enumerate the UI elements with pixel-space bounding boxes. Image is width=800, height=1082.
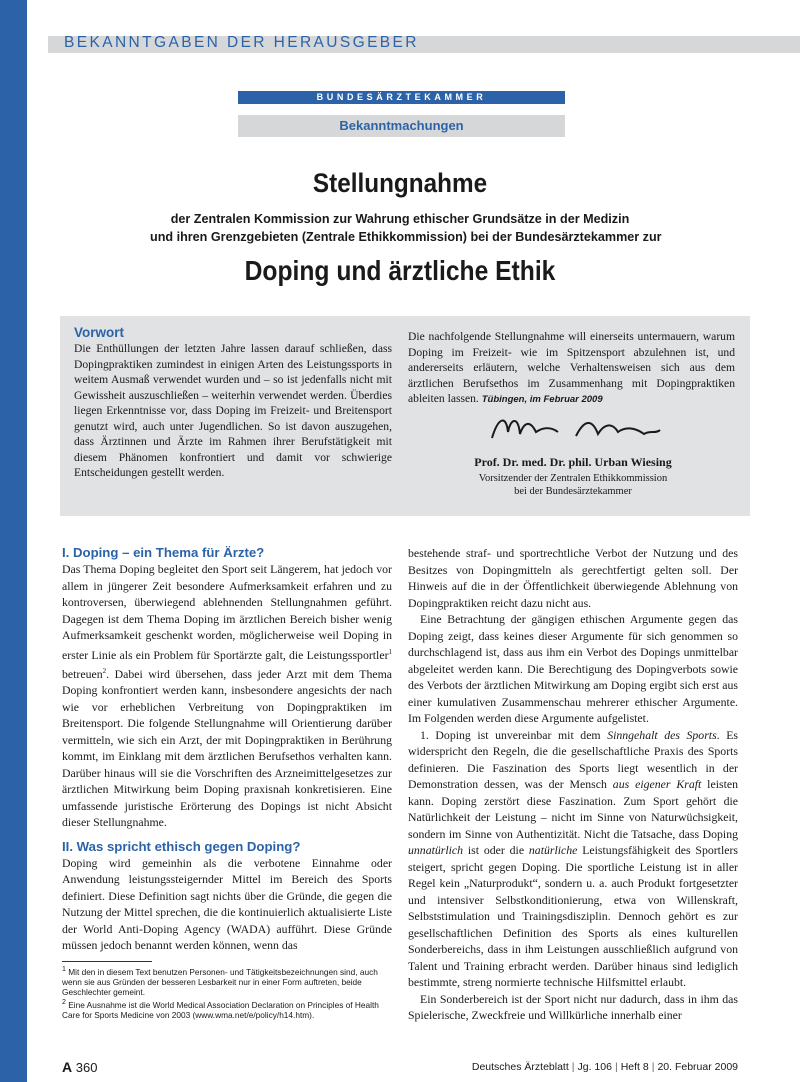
topic-title: Doping und ärztliche Ethik <box>244 255 556 286</box>
footnote-2 <box>62 998 392 1020</box>
publisher-label: BUNDESÄRZTEKAMMER <box>238 91 565 104</box>
vorwort-heading: Vorwort <box>74 325 124 340</box>
section-1-heading: I. Doping – ein Thema für Ärzte? <box>62 545 265 560</box>
footnote-1-num: 1 <box>62 966 66 973</box>
p3-a: 1. Doping ist unvereinbar mit dem <box>420 727 608 742</box>
footnote-ref-1: 1 <box>388 647 392 656</box>
p3-b: . Es widerspricht den Regeln, die die gesellschaftliche Praxis des Sports definieren. Die Faszination des Sports liegt wesentlich in der Demonstration dessen, was der Mensch <box>408 727 738 791</box>
footnotes <box>62 965 392 1021</box>
signer-role-line-2: bei der Bundesärztekammer <box>514 486 632 497</box>
footnote-ref-2: 2 <box>102 666 107 675</box>
footnote-divider <box>62 961 152 962</box>
left-color-bar <box>0 0 27 1082</box>
journal-name: Deutsches Ärzteblatt <box>471 1061 569 1073</box>
right-column <box>408 545 738 1024</box>
left-column <box>62 545 392 954</box>
page-title: Stellungnahme <box>312 168 488 198</box>
section-1-paragraph <box>62 561 392 831</box>
p3-em-1: Sinngehalt des Sports <box>607 727 717 742</box>
signature-image <box>488 408 668 450</box>
p3-em-4: natürliche <box>528 843 578 857</box>
section-2-heading: II. Was spricht ethisch gegen Doping? <box>62 838 301 854</box>
vorwort-left <box>74 325 392 481</box>
p3-d: ist oder die <box>463 843 529 857</box>
footnote-2-num: 2 <box>62 998 66 1006</box>
page-number-value: 360 <box>75 1060 98 1075</box>
subtitle-line-1: der Zentralen Kommission zur Wahrung ethischer Grundsätze in der Medizin <box>170 212 630 226</box>
s1-text-b: betreuen <box>62 666 103 681</box>
p3-em-2: aus eigener Kraft <box>612 777 702 791</box>
vorwort-right <box>408 329 735 408</box>
section-header: BEKANNTGABEN DER HERAUSGEBER <box>64 34 419 51</box>
signer-name: Prof. Dr. med. Dr. phil. Urban Wiesing <box>474 455 672 469</box>
journal-issue: Heft 8 <box>620 1061 649 1073</box>
vorwort-right-body: Die nachfolgende Stellungnahme will einerseits untermauern, warum Doping im Freizeit- wie im Spitzensport abzulehnen ist, und andererseits erläutern, welche Verhaltensweisen sich aus dem ärztlichen Berufsethos im Zusammenhang mit Dopingpraktiken ableiten lassen. <box>408 330 735 405</box>
signer-role <box>408 472 738 498</box>
signer-role-line-1: Vorsitzender der Zentralen Ethikkommission <box>478 473 668 484</box>
footnote-1-text: Mit den in diesem Text benutzen Personen- und Tätigkeitsbezeichnungen sind, auch wenn sie aus Gründen der besseren Lesbarkeit nur in einer Form auftreten, beide Geschlechter gemeint. <box>62 966 378 997</box>
place-date: Tübingen, im Februar 2009 <box>481 394 603 405</box>
vorwort-text: Die Enthüllungen der letzten Jahre lassen darauf schließen, dass Dopingpraktiken zumindest in einigen Arten des Leistungssports in weitem Ausmaß verwendet wurden und – so ist jedenfalls nicht mit Gewissheit auszuschließen – weiterhin verwendet werden. Überdies liegen Erkenntnisse vor, dass Doping im Freizeit- und Breitensport genutzt wird, auch unter Jugendlichen. So ist davon auszugehen, dass Ärztinnen und Ärzte im Rahmen ihrer Berufstätigkeit mit diesem Phänomen konfrontiert und damit vor schwierige Entscheidungen gestellt werden. <box>74 342 392 479</box>
p3-e: Leistungsfähigkeit des Sportlers steigert, spricht gegen Doping. Die sportliche Leistung ist in aller Regel kein „Naturprodukt“, sondern u. a. auch Produkt fortgesetzter und intensiver Selbstkonditionierung, etwa von Willenskraft, Selbststimulation und Trainingsdisziplin. Dennoch gehört es zur gesellschaftlichen Definition des Sports als eines kulturellen Sonderbereichs, dass in ihm Leistungen ausschließlich aufgrund von Talent und Training erbracht werden. Darüber hinaus sind lediglich bestimmte, streng normierte technische Hilfsmittel erlaubt. <box>408 843 738 989</box>
right-paragraph-4: Ein Sonderbereich ist der Sport nicht nur dadurch, dass in ihm das Spielerische, Zweckfreie und Willkürliche innerhalb einer <box>408 991 738 1022</box>
vorwort-text-right <box>408 329 735 408</box>
footnote-2-text: Eine Ausnahme ist die World Medical Association Declaration on Principles of Health Care for Sports Medicine von 2003 (www.wma.net/e/policy/h14.htm). <box>62 999 379 1020</box>
right-paragraph-2: Eine Betrachtung der gängigen ethischen Argumente gegen das Doping zeigt, dass keines dieser Argumente für sich genommen so durchschlagend ist, dass aus ihm ein Verbot des Dopings unmittelbar abgeleitet werden kann. Die Berechtigung des Dopingverbots sowie des Verbots der ärztlichen Mitwirkung am Doping ergibt sich erst aus einer kumulativen Zusammenschau mehrerer ethischer Argumente. Im Folgenden werden diese Argumente aufgelistet. <box>408 612 738 725</box>
s1-text-c: . Dabei wird übersehen, dass jeder Arzt mit dem Thema Doping konfrontiert werden kann, insbesondere angesichts der nach wie vor erheblichen Verbreitung von Dopingpraktiken im Breitensport. Die folgende Stellungnahme will Orientierung darüber vermitteln, wie sich ein Arzt, der mit Dopingpraktiken in Berührung kommt, im Einklang mit dem ärztlichen Berufsethos verhalten kann. Darüber hinaus will sie die Vorschriften des Arzneimittelgesetzes zur ärztlichen Mitwirkung beim Doping praxisnah konkretisieren. Eine umfassende juristische Erörterung des Dopings ist nicht Absicht dieser Stellungnahme. <box>62 666 392 830</box>
p3-em-3: unnatürlich <box>408 843 464 857</box>
journal-date: 20. Februar 2009 <box>657 1061 738 1073</box>
footnote-1 <box>62 965 392 997</box>
right-paragraph-1: bestehende straf- und sportrechtliche Verbot der Nutzung und des Besitzes von Dopingmitteln als gerechtfertigt gelten soll. Der Hinweis auf die in der Öffentlichkeit überwiegende Ablehnung von Dopingpraktiken reicht dazu nicht aus. <box>408 546 738 610</box>
p3-c: leisten kann. Doping zerstört diese Faszination. Zum Sport gehört die Natürlichkeit der Leistung – nicht im Sinne von Naturwüchsigkeit, sondern im Sinne von Authentizität. Nicht die Tatsache, dass Doping <box>408 777 738 841</box>
page-number <box>62 1059 97 1075</box>
page-prefix: A <box>62 1059 73 1075</box>
right-paragraph-3 <box>408 727 738 991</box>
journal-footer: Deutsches Ärzteblatt | Jg. 106 | Heft 8 | 20. Februar 2009 <box>471 1061 738 1073</box>
subtitle-line-2: und ihren Grenzgebieten (Zentrale Ethikkommission) bei der Bundesärztekammer zur <box>150 230 662 244</box>
journal-volume: Jg. 106 <box>577 1061 612 1073</box>
subtitle <box>150 210 662 246</box>
category-label: Bekanntmachungen <box>238 115 565 137</box>
section-2-paragraph: Doping wird gemeinhin als die verbotene Einnahme oder Anwendung leistungssteigernder Mittel im Bereich des Sports definiert. Diese Definition sagt nichts über die Gründe, die gegen die Nutzung der Mittel sprechen, die die kontinuierlich aktualisierte Liste der World Anti-Doping Agency (WADA) aufführt. Diese Gründe müssen jedoch benannt werden können, wenn das <box>62 855 392 953</box>
s1-text-a: Das Thema Doping begleitet den Sport seit Längerem, hat jedoch vor allem in jüngerer Zeit besondere Aufmerksamkeit erfahren und zu kontroversen, überwiegend ablehnenden Stellungnahmen geführt. Dagegen ist dem Thema Doping im ärztlichen Bereich bisher wenig Aufmerksamkeit geschenkt worden, möglicherweise weil Doping in erster Linie als ein Problem für Sportärzte galt, die Leistungssportler <box>62 562 392 662</box>
